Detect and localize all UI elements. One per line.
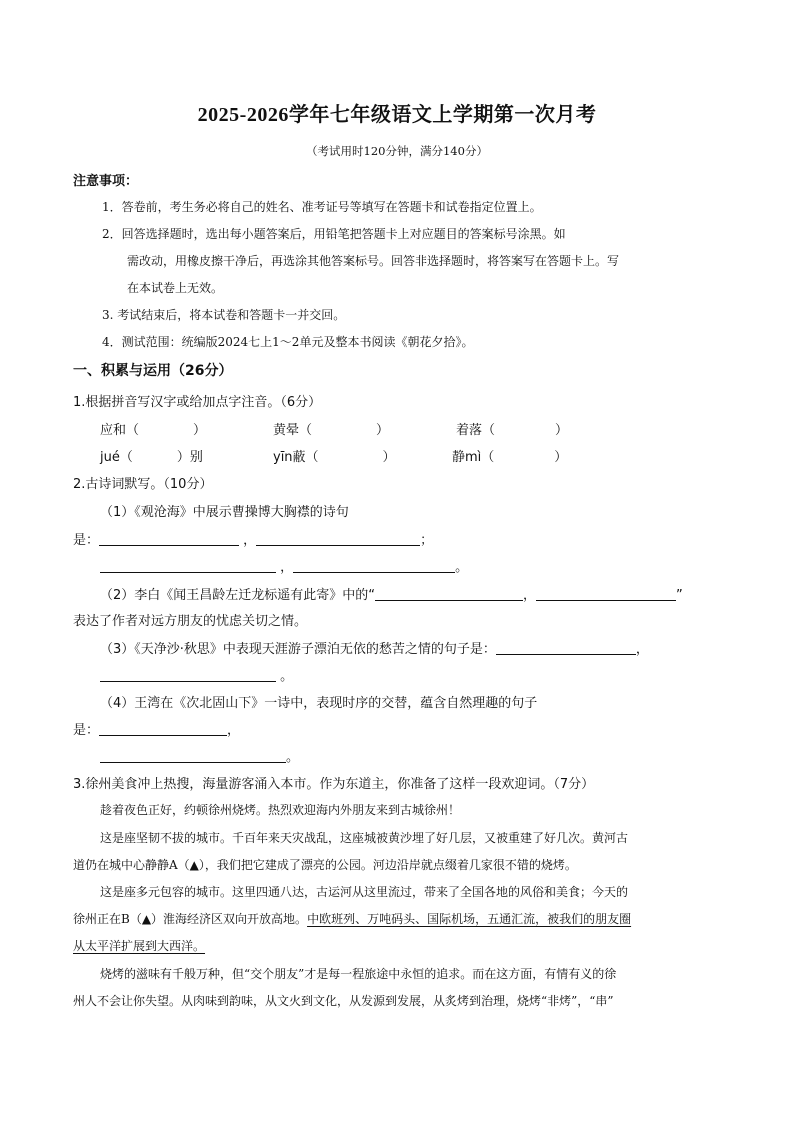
punct-period: 。 <box>286 750 300 765</box>
punct-semicolon: ； <box>420 533 434 548</box>
q1-item-label: 着落（ <box>456 423 496 438</box>
section-heading: 一、积累与运用（26分） <box>73 363 233 379</box>
passage-para-3: 这是座多元包容的城市。这里四通八达，古运河从这里流过，带来了全国各地的风俗和美食；今天的 <box>100 885 629 899</box>
q2-part-1-answer-line-2 <box>100 556 468 575</box>
passage-para-4-cont: 州人不会让你失望。从肉味到韵味，从文火到文化，从发源到发展，从炙烤到治理，烧烤“非烤”，“串” <box>73 994 614 1008</box>
notice-item-2-cont: 需改动，用橡皮擦干净后，再选涂其他答案标号。回答非选择题时，将答案写在答题卡上。写 <box>127 254 620 268</box>
answer-blank <box>293 558 455 573</box>
q1-item-yinghe <box>100 419 206 438</box>
answer-blank <box>100 558 276 573</box>
punct-comma: ， <box>243 533 257 548</box>
question-3-stem: 3.徐州美食冲上热搜，海量游客涌入本市。作为东道主，你准备了这样一段欢迎词。（7分） <box>73 777 595 792</box>
q2-part-4-answer-line-2 <box>100 746 299 765</box>
punct-comma: ， <box>523 588 537 603</box>
answer-blank <box>375 586 523 601</box>
passage-para-2-cont: 道仍在城中心静静A（▲），我们把它建成了漂亮的公园。河边沿岸就点缀着几家很不错的烧烤。 <box>73 858 577 872</box>
q1-item-label: yīn蔽（ <box>273 450 319 465</box>
q2-part-3 <box>100 638 649 657</box>
answer-blank <box>256 531 420 546</box>
answer-blank <box>536 586 676 601</box>
q1-paren-close: ） <box>554 450 568 465</box>
q1-paren-close: ） <box>193 423 207 438</box>
passage-para-2: 这是座坚韧不拔的城市。千百年来天灾战乱，这座城被黄沙埋了好几层，又被重建了好几次。黄河古 <box>100 831 629 845</box>
punct-period: 。 <box>455 560 469 575</box>
notice-item-2: 2．回答选择题时，选出每小题答案后，用铅笔把答题卡上对应题目的答案标号涂黑。如 <box>102 227 566 241</box>
q1-item-zhuoluo <box>456 419 568 438</box>
q1-item-jue <box>100 446 203 465</box>
q1-item-label: 静mì（ <box>452 450 495 465</box>
punct-period: 。 <box>280 669 294 684</box>
q2-part-1-answer-line <box>73 529 433 548</box>
answer-blank <box>100 748 286 763</box>
notice-item-3: 3. 考试结束后，将本试卷和答题卡一并交回。 <box>102 308 346 322</box>
punct-comma: ， <box>280 560 294 575</box>
q2-part-4-answer-line <box>73 719 240 738</box>
q2-part-4: （4）王湾在《次北固山下》一诗中，表现时序的交替，蕴含自然理趣的句子 <box>100 696 538 711</box>
answer-lead: 是： <box>73 533 100 548</box>
q1-paren-close: ）别 <box>176 450 203 465</box>
notice-heading: 注意事项： <box>73 174 139 189</box>
notice-item-2-cont2: 在本试卷上无效。 <box>127 281 224 295</box>
answer-blank <box>99 721 227 736</box>
question-1-stem: 1.根据拼音写汉字或给加点字注音。（6分） <box>73 395 322 410</box>
underlined-sentence-cont: 从太平洋扩展到大西洋。 <box>73 939 206 953</box>
q1-paren-close: ） <box>376 423 390 438</box>
q1-item-jingmi <box>452 446 567 465</box>
notice-item-1: 1．答卷前，考生务必将自己的姓名、准考证号等填写在答题卡和试卷指定位置上。 <box>102 200 542 214</box>
q2-part-2-text: （2）李白《闻王昌龄左迁龙标遥有此寄》中的“ <box>100 588 376 603</box>
underlined-sentence: 中欧班列、万吨码头、国际机场，五通汇流，被我们的朋友圈 <box>307 912 632 926</box>
passage-para-3-cont <box>73 910 631 927</box>
q2-part-3-answer-line <box>100 665 293 684</box>
answer-blank <box>100 667 276 682</box>
q1-item-huangyun <box>273 419 389 438</box>
passage-text: 徐州正在B（▲）淮海经济区双向开放高地。 <box>73 912 308 926</box>
page-title: 2025-2026学年七年级语文上学期第一次月考 <box>197 104 597 126</box>
notice-item-4: 4．测试范围：统编版2024七上1～2单元及整本书阅读《朝花夕拾》。 <box>102 335 474 349</box>
answer-blank <box>496 640 636 655</box>
q2-part-2-cont: 表达了作者对远方朋友的忧虑关切之情。 <box>73 614 308 629</box>
q2-part-2 <box>100 584 683 603</box>
q1-item-label: 应和（ <box>100 423 140 438</box>
question-2-stem: 2.古诗词默写。（10分） <box>73 477 213 492</box>
q1-paren-close: ） <box>555 423 569 438</box>
q1-item-yinbi <box>273 446 396 465</box>
q1-paren-close: ） <box>382 450 396 465</box>
punct-comma: ， <box>227 723 241 738</box>
exam-duration-note: （考试用时120分钟，满分140分） <box>306 144 488 158</box>
answer-blank <box>99 531 239 546</box>
q2-part-1: （1）《观沧海》中展示曹操博大胸襟的诗句 <box>100 505 349 520</box>
q1-item-label: jué（ <box>100 450 133 465</box>
passage-para-4: 烧烤的滋味有千般万种，但“交个朋友”才是每一程旅途中永恒的追求。而在这方面，有情有义的徐 <box>100 967 617 981</box>
close-quote: ” <box>676 588 683 603</box>
q1-item-label: 黄晕（ <box>273 423 313 438</box>
punct-comma: ， <box>635 642 649 657</box>
passage-para-1: 趁着夜色正好，约顿徐州烧烤。热烈欢迎海内外朋友来到古城徐州！ <box>100 803 461 817</box>
q2-part-3-text: （3）《天净沙·秋思》中表现天涯游子漂泊无依的愁苦之情的句子是： <box>100 642 496 657</box>
answer-lead: 是： <box>73 723 100 738</box>
